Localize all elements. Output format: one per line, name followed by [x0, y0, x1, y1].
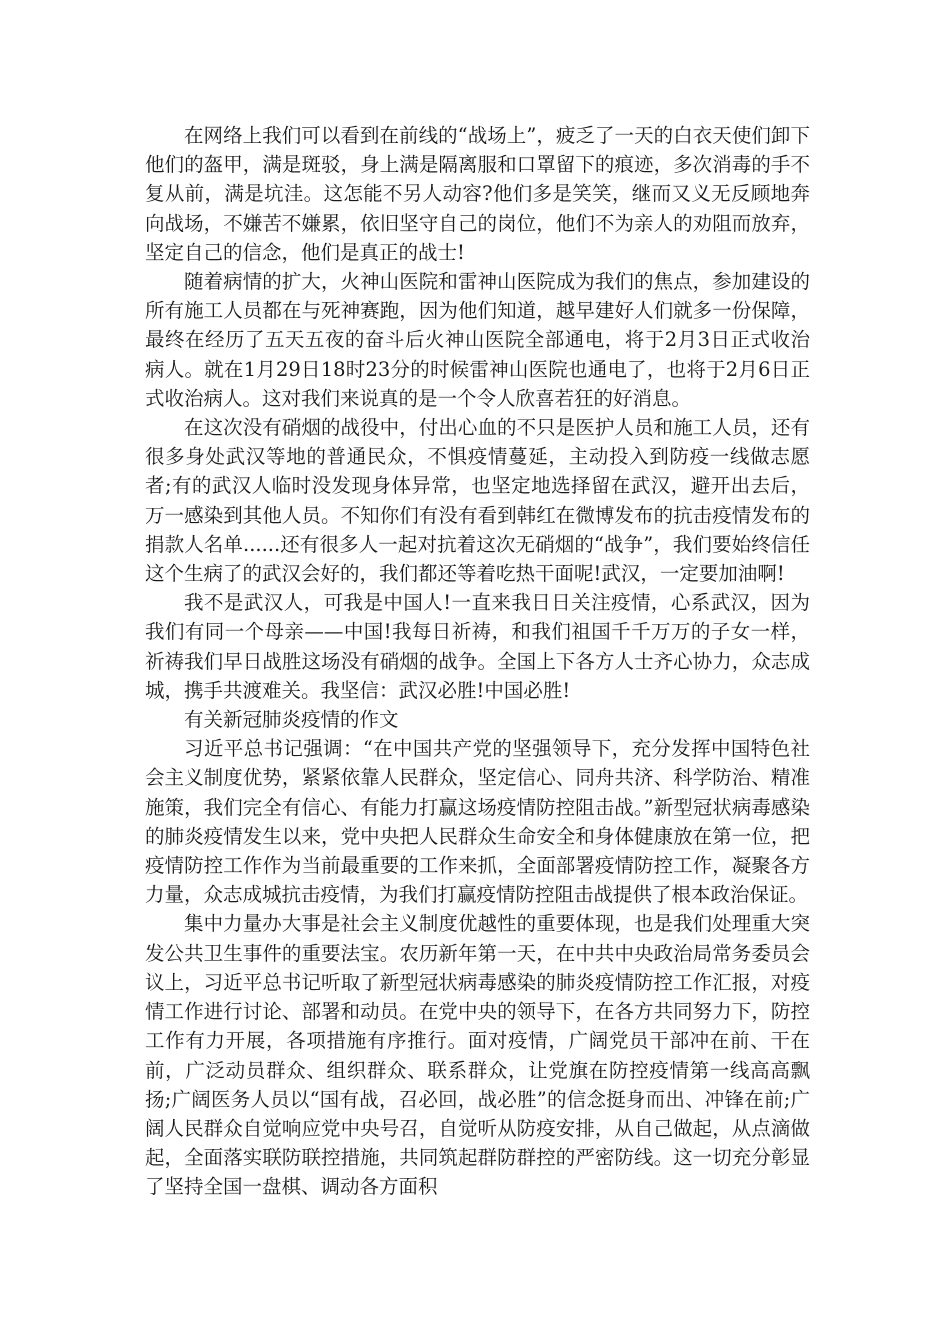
paragraph-concentrated-strength: 集中力量办大事是社会主义制度优越性的重要体现，也是我们处理重大突发公共卫生事件的重要法宝。农历新年第一天，在中共中央政治局常务委员会议上，习近平总书记听取了新型冠状病毒感染的肺炎疫情防控工作汇报，对疫情工作进行讨论、部署和动员。在党中央的领导下，在各方共同努力下，防控工作有力开展，各项措施有序推行。面对疫情，广阔党员干部冲在前、干在前，广泛动员群众、组织群众、联系群众，让党旗在防控疫情第一线高高飘扬;广阔医务人员以“国有战，召必回，战必胜”的信念挺身而出、冲锋在前;广阔人民群众自觉响应党中央号召，自觉听从防疫安排，从自己做起，从点滴做起，全面落实联防联控措施，共同筑起群防群控的严密防线。这一切充分彰显了坚持全国一盘棋、调动各方面积 [145, 912, 810, 1199]
paragraph-hospitals: 随着病情的扩大，火神山医院和雷神山医院成为我们的焦点，参加建设的所有施工人员都在与死神赛跑，因为他们知道，越早建好人们就多一份保障，最终在经历了五天五夜的奋斗后火神山医院全部通电，将于2月3日正式收治病人。就在1月29日18时23分的时候雷神山医院也通电了，也将于2月6日正式收治病人。这对我们来说真的是一个令人欣喜若狂的好消息。 [145, 270, 810, 410]
paragraph-wuhan-must-win: 我不是武汉人，可我是中国人!一直来我日日关注疫情，心系武汉，因为我们有同一个母亲——中国!我每日祈祷，和我们祖国千千万万的子女一样，祈祷我们早日战胜这场没有硝烟的战争。全国上下各方人士齐心协力，众志成城，携手共渡难关。我坚信：武汉必胜!中国必胜! [145, 591, 810, 702]
document-body [145, 121, 810, 1202]
paragraph-white-angels: 在网络上我们可以看到在前线的“战场上”，疲乏了一天的白衣天使们卸下他们的盔甲，满是斑驳，身上满是隔离服和口罩留下的痕迹，多次消毒的手不复从前，满是坑洼。这怎能不另人动容?他们多是笑笑，继而又义无反顾地奔向战场，不嫌苦不嫌累，依旧坚守自己的岗位，他们不为亲人的劝阻而放弃，坚定自己的信念，他们是真正的战士! [145, 124, 810, 264]
paragraph-ordinary-people: 在这次没有硝烟的战役中，付出心血的不只是医护人员和施工人员，还有很多身处武汉等地的普通民众，不惧疫情蔓延，主动投入到防疫一线做志愿者;有的武汉人临时没发现身体异常，也坚定地选择留在武汉，避开出去后，万一感染到其他人员。不知你们有没有看到韩红在微博发布的抗击疫情发布的捐款人名单......还有很多人一起对抗着这次无硝烟的“战争”，我们要始终信任这个生病了的武汉会好的，我们都还等着吃热干面呢!武汉，一定要加油啊! [145, 416, 810, 586]
essay-heading: 有关新冠肺炎疫情的作文 [184, 708, 399, 732]
paragraph-xi-emphasis: 习近平总书记强调：“在中国共产党的坚强领导下，充分发挥中国特色社会主义制度优势，紧紧依靠人民群众，坚定信心、同舟共济、科学防治、精准施策，我们完全有信心、有能力打赢这场疫情防控阻击战。”新型冠状病毒感染的肺炎疫情发生以来，党中央把人民群众生命安全和身体健康放在第一位，把疫情防控工作作为当前最重要的工作来抓，全面部署疫情防控工作，凝聚各方力量，众志成城抗击疫情，为我们打赢疫情防控阻击战提供了根本政治保证。 [145, 737, 810, 907]
